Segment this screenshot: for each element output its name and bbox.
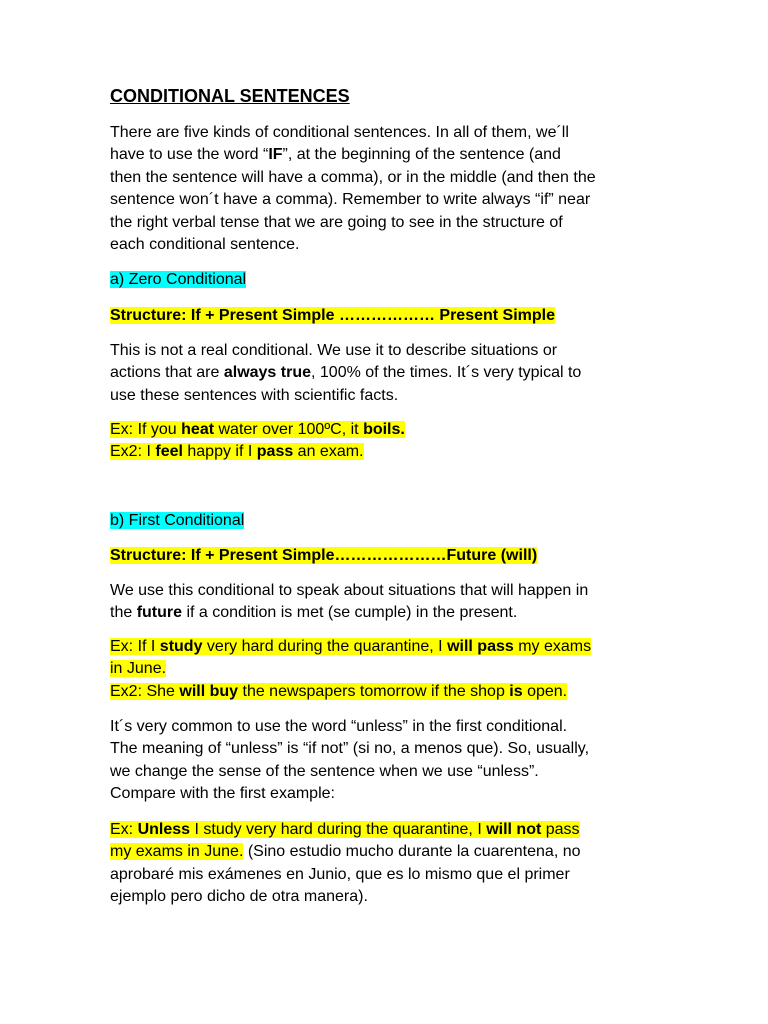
- desc-line: [110, 602, 670, 624]
- ex-bold: will not: [486, 821, 542, 838]
- first-conditional-heading: [110, 510, 670, 532]
- ex-bold: heat: [181, 421, 215, 438]
- example-line: [110, 441, 670, 463]
- ex-text: happy if I: [182, 443, 257, 461]
- ex-text: Ex:: [110, 821, 138, 838]
- example-line: [110, 841, 670, 863]
- ex-bold: is: [509, 682, 523, 700]
- zero-conditional-heading: [110, 269, 670, 291]
- ex-text: Ex: If I: [110, 638, 160, 655]
- first-examples: [110, 636, 670, 703]
- ex-text: Ex2: She: [110, 682, 180, 700]
- desc-line: [110, 362, 670, 384]
- intro-text: have to use the word “: [110, 146, 269, 164]
- intro-line: [110, 144, 670, 166]
- ex-bold: boils.: [363, 421, 405, 438]
- desc-text: , 100% of the times. It´s very typical to: [311, 364, 582, 382]
- zero-structure: [110, 305, 670, 327]
- unless-paragraph: [110, 716, 670, 806]
- desc-line: The meaning of “unless” is “if not” (si no, a menos que). So, usually,: [110, 740, 590, 758]
- example-line: [110, 419, 670, 441]
- intro-line: each conditional sentence.: [110, 236, 300, 254]
- section-heading: a) Zero Conditional: [110, 271, 247, 288]
- translation-text: ejemplo pero dicho de otra manera).: [110, 888, 368, 906]
- ex-bold: will pass: [447, 638, 514, 655]
- translation-text: aprobaré mis exámenes en Junio, que es lo mismo que el primer: [110, 865, 570, 883]
- ex-bold: feel: [155, 443, 183, 461]
- ex-text: I study very hard during the quarantine, I: [190, 821, 487, 838]
- intro-line: then the sentence will have a comma), or in the middle (and then the: [110, 168, 596, 186]
- zero-examples: [110, 419, 670, 464]
- intro-if-keyword: IF: [268, 146, 283, 164]
- ex-bold: Unless: [137, 821, 191, 838]
- ex-text: open.: [522, 682, 568, 700]
- ex-text: water over 100ºC, it: [214, 421, 364, 438]
- example-line: [110, 658, 670, 680]
- ex-text: very hard during the quarantine, I: [202, 638, 448, 655]
- intro-text: ”, at the beginning of the sentence (and: [282, 146, 561, 164]
- ex-bold: pass: [256, 443, 294, 461]
- first-description: [110, 580, 670, 625]
- desc-line: we change the sense of the sentence when we use “unless”.: [110, 762, 539, 780]
- ex-text: my exams: [513, 638, 592, 655]
- desc-text: if a condition is met (se cumple) in the present.: [182, 604, 518, 622]
- section-heading: b) First Conditional: [110, 512, 245, 529]
- desc-line: This is not a real conditional. We use it to describe situations or: [110, 342, 558, 359]
- page-title: CONDITIONAL SENTENCES: [110, 86, 350, 106]
- example-line: [110, 636, 670, 658]
- desc-bold: always true: [223, 364, 311, 382]
- ex-text: Ex: If you: [110, 421, 182, 438]
- ex-text: my exams in June.: [110, 843, 244, 861]
- first-structure: [110, 545, 670, 567]
- intro-line: sentence won´t have a comma). Remember to write always “if” near: [110, 191, 591, 209]
- zero-description: [110, 340, 670, 407]
- intro-paragraph: [110, 122, 670, 256]
- desc-text: actions that are: [110, 364, 224, 382]
- ex-text: pass: [541, 821, 580, 838]
- intro-line: the right verbal tense that we are going to see in the structure of: [110, 213, 563, 231]
- desc-line: It´s very common to use the word “unless” in the first conditional.: [110, 718, 568, 735]
- ex-text: Ex2: I: [110, 443, 156, 461]
- example-line: [110, 681, 670, 703]
- ex-text: the newspapers tomorrow if the shop: [238, 682, 510, 700]
- structure-formula: Structure: If + Present Simple…………………Future (will): [110, 547, 538, 564]
- translation-text: (Sino estudio mucho durante la cuarentena, no: [243, 843, 581, 861]
- ex-bold: study: [159, 638, 203, 655]
- desc-bold: future: [136, 604, 183, 622]
- desc-text: the: [110, 604, 137, 622]
- ex-text: an exam.: [293, 443, 364, 461]
- example-line: [110, 819, 670, 841]
- desc-line: use these sentences with scientific facts.: [110, 386, 399, 404]
- intro-line: There are five kinds of conditional sentences. In all of them, we´ll: [110, 124, 569, 141]
- unless-example: [110, 819, 670, 909]
- desc-line: Compare with the first example:: [110, 785, 335, 803]
- structure-formula: Structure: If + Present Simple ……………… Present Simple: [110, 307, 555, 324]
- desc-line: We use this conditional to speak about situations that will happen in: [110, 582, 589, 599]
- ex-text: in June.: [110, 660, 167, 678]
- ex-bold: will buy: [179, 682, 239, 700]
